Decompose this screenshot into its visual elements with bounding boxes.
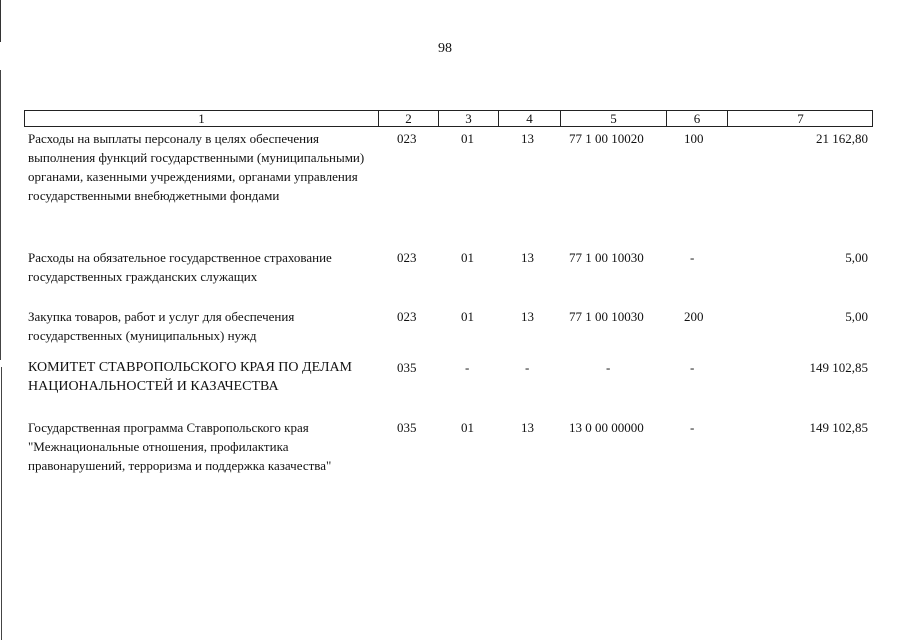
row-article: 77 1 00 10030 — [569, 250, 644, 265]
row-section: 01 — [461, 309, 474, 324]
row-code: 035 — [397, 420, 417, 435]
row-name: Расходы на обязательное государственное страхование государственных гражданских служащих — [28, 250, 332, 284]
row-type: 100 — [684, 131, 704, 146]
table-header — [24, 110, 873, 127]
header-col-7: 7 — [727, 111, 873, 126]
row-article: - — [606, 360, 611, 375]
header-col-2: 2 — [378, 111, 438, 126]
row-code: 023 — [397, 309, 417, 324]
header-col-5: 5 — [560, 111, 666, 126]
row-section: 01 — [461, 250, 474, 265]
row-subsection: 13 — [521, 420, 534, 435]
row-section: - — [465, 360, 470, 375]
row-amount: 21 162,80 — [816, 131, 868, 146]
row-name: Расходы на выплаты персоналу в целях обеспечения выполнения функций государственными (муниципальными) органами, казенными учреждениями, органами управления государственными внебюджетными фондами — [28, 131, 365, 203]
row-code: 023 — [397, 250, 417, 265]
row-amount: 149 102,85 — [809, 360, 868, 375]
row-amount: 5,00 — [845, 250, 868, 265]
row-subsection: 13 — [521, 309, 534, 324]
row-type: - — [690, 420, 695, 435]
row-subsection: 13 — [521, 131, 534, 146]
row-name: КОМИТЕТ СТАВРОПОЛЬСКОГО КРАЯ ПО ДЕЛАМ НАЦИОНАЛЬНОСТЕЙ И КАЗАЧЕСТВА — [28, 360, 352, 394]
margin-line — [0, 0, 1, 42]
row-section: 01 — [461, 420, 474, 435]
row-type: - — [690, 250, 695, 265]
row-type: 200 — [684, 309, 704, 324]
row-subsection: 13 — [521, 250, 534, 265]
row-amount: 5,00 — [845, 309, 868, 324]
row-subsection: - — [525, 360, 530, 375]
row-article: 13 0 00 00000 — [569, 420, 644, 435]
row-section: 01 — [461, 131, 474, 146]
header-col-4: 4 — [498, 111, 560, 126]
row-name: Государственная программа Ставропольского края "Межнациональные отношения, профилактика правонарушений, терроризма и поддержка казачества" — [28, 420, 332, 473]
row-name: Закупка товаров, работ и услуг для обеспечения государственных (муниципальных) нужд — [28, 309, 295, 343]
row-article: 77 1 00 10020 — [569, 131, 644, 146]
row-type: - — [690, 360, 695, 375]
header-col-3: 3 — [438, 111, 498, 126]
row-article: 77 1 00 10030 — [569, 309, 644, 324]
header-col-6: 6 — [666, 111, 727, 126]
header-col-1: 1 — [198, 111, 205, 126]
margin-line — [1, 367, 2, 640]
page-number: 98 — [438, 41, 452, 56]
row-code: 035 — [397, 360, 417, 375]
row-code: 023 — [397, 131, 417, 146]
row-amount: 149 102,85 — [809, 420, 868, 435]
margin-line — [0, 70, 1, 360]
